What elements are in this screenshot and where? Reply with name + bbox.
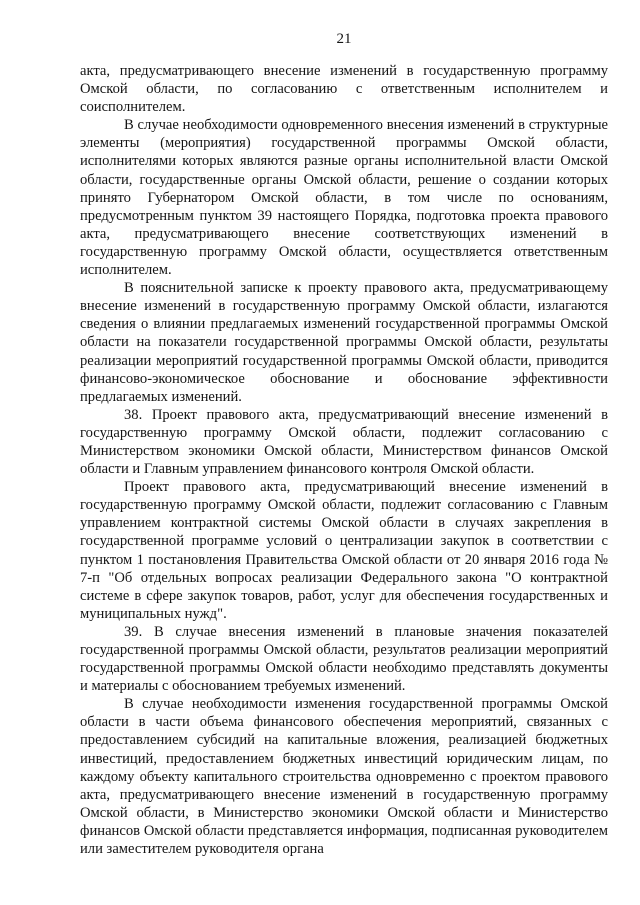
document-body — [80, 62, 608, 858]
paragraph-contract-system: Проект правового акта, предусматривающий внесение изменений в государственную программу Омской области, подлежит согласованию с Главным управлением контрактной системы Омской области в случаях закрепления в государственной программе условий о централизации закупок в соответствии с пунктом 1 постановления Правительства Омской области от 20 января 2016 года № 7-п "Об отдельных вопросах реализации Федерального закона "О контрактной системе в сфере закупок товаров, работ, услуг для обеспечения государственных и муниципальных нужд". — [80, 479, 608, 622]
page-number: 21 — [336, 31, 352, 47]
paragraph-continuation: акта, предусматривающего внесение изменений в государственную программу Омской области, по согласованию с ответственным исполнителем и соисполнителем. — [80, 63, 608, 116]
paragraph-explanatory-note: В пояснительной записке к проекту правового акта, предусматривающему внесение изменений в государственную программу Омской области, излагаются сведения о влиянии предлагаемых изменений государственной программы Омской области на показатели государственной программы Омской области, результаты реализации мероприятий государственной программы Омской области, приводится финансово-экономическое обоснование и обоснование эффективности предлагаемых изменений. — [80, 280, 608, 405]
paragraph-item-39: 39. В случае внесения изменений в плановые значения показателей государственной программы Омской области, результатов реализации мероприятий государственной программы Омской области необходимо представлять документы и материалы с обоснованием требуемых изменений. — [80, 623, 608, 695]
paragraph-item-38: 38. Проект правового акта, предусматривающий внесение изменений в государственную программу Омской области, подлежит согласованию с Министерством экономики Омской области, Министерством финансов Омской области и Главным управлением финансового контроля Омской области. — [80, 406, 608, 478]
paragraph-capital-investments: В случае необходимости изменения государственной программы Омской области в части объема финансового обеспечения мероприятий, связанных с предоставлением субсидий на капитальные вложения, реализацией бюджетных инвестиций, предоставлением бюджетных инвестиций юридическим лицам, по каждому объекту капитального строительства одновременно с проектом правового акта, предусматривающего внесение изменений в государственную программу Омской области, в Министерство экономики Омской области и Министерство финансов Омской области представляется информация, подписанная руководителем или заместителем руководителя органа — [80, 696, 608, 858]
paragraph-simultaneous-changes: В случае необходимости одновременного внесения изменений в структурные элементы (мероприятия) государственной программы Омской области, исполнителями которых являются разные органы исполнительной власти Омской области, государственные органы Омской области, решение о создании которых принято Губернатором Омской области, в том числе по основаниям, предусмотренным пунктом 39 настоящего Порядка, подготовка проекта правового акта, предусматривающего внесение соответствующих изменений в государственную программу Омской области, осуществляется ответственным исполнителем. — [80, 117, 608, 279]
